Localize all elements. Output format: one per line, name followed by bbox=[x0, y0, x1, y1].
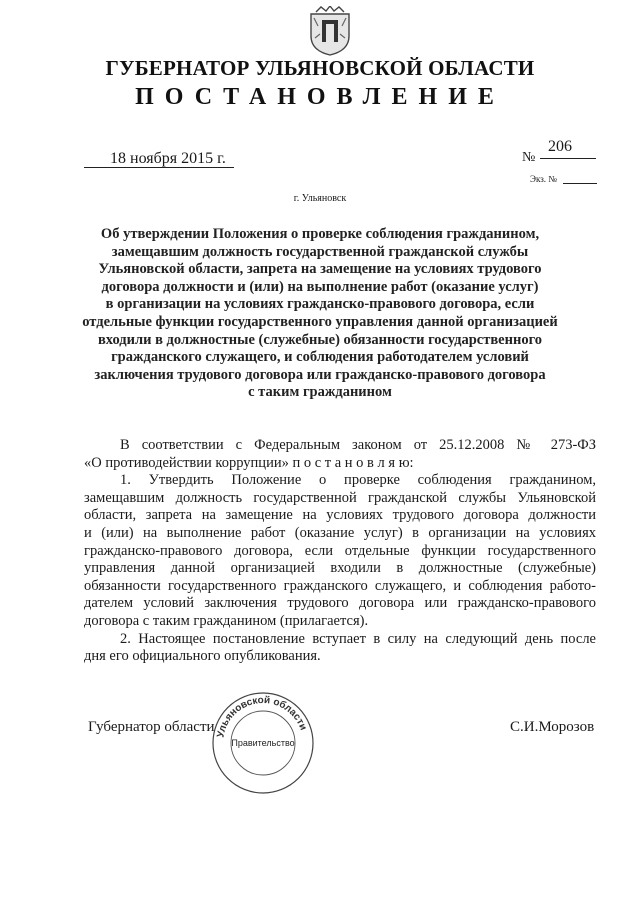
signer-name: С.И.Морозов bbox=[510, 719, 595, 735]
copy-number-label: Экз. № bbox=[530, 174, 557, 184]
item-1-line: обязанности государственного гражданского служащего, и соблюдения работо- bbox=[84, 577, 596, 594]
seal-center-text: Правительство bbox=[231, 738, 295, 748]
subject-line: входили в должностные (служебные) обязанности государственного bbox=[97, 331, 543, 348]
document-city: г. Ульяновск bbox=[293, 193, 347, 204]
copy-number-underline bbox=[563, 183, 597, 184]
item-1-line: гражданско-правового договора, если отдельные функции государственного bbox=[84, 542, 596, 559]
signer-title: Губернатор области bbox=[88, 719, 215, 735]
subject-line: отдельные функции государственного управления данной организацией bbox=[82, 313, 558, 330]
item-1-line: замещавшим должность государственной гражданской службы Ульяновской bbox=[84, 489, 596, 506]
document-number: 206 bbox=[548, 138, 572, 155]
item-2-line: дня его официального опубликования. bbox=[84, 648, 321, 665]
seal-ring-text: Ульяновской области bbox=[215, 694, 309, 739]
item-2-line: 2. Настоящее постановление вступает в силу на следующий день после bbox=[120, 630, 596, 647]
number-underline bbox=[540, 158, 596, 159]
document-date: 18 ноября 2015 г. bbox=[110, 150, 226, 167]
intro-line: «О противодействии коррупции» п о с т а н о в л я ю: bbox=[84, 454, 414, 471]
document-subject bbox=[60, 226, 580, 402]
document-number-label: № bbox=[522, 150, 536, 165]
item-1-line: и (или) на выполнение работ (оказание услуг) в организации на условиях bbox=[84, 524, 596, 541]
document-type: ПОСТАНОВЛЕНИЕ bbox=[135, 84, 505, 110]
subject-line: заключения трудового договора или гражданско-правового договора bbox=[94, 366, 546, 383]
intro-line: В соответствии с Федеральным законом от 25.12.2008 № 273-ФЗ bbox=[120, 437, 596, 453]
coat-of-arms-emblem bbox=[308, 6, 352, 56]
official-seal bbox=[210, 690, 316, 796]
subject-line: Ульяновской области, запрета на замещение на условиях трудового bbox=[98, 261, 542, 278]
date-underline bbox=[84, 167, 234, 168]
subject-line: Об утверждении Положения о проверке соблюдения гражданином, bbox=[100, 226, 540, 242]
item-1-line: договора с таким гражданином (прилагается). bbox=[84, 612, 369, 629]
svg-text:Ульяновской области bbox=[215, 695, 308, 739]
issuing-authority: ГУБЕРНАТОР УЛЬЯНОВСКОЙ ОБЛАСТИ bbox=[105, 56, 535, 80]
subject-line: с таким гражданином bbox=[248, 384, 392, 401]
item-1-line: управления данной организацией входили в должностные (служебные) bbox=[84, 560, 596, 577]
item-1-line: дателем условий заключения трудового договора или гражданско-правового bbox=[84, 595, 596, 612]
subject-line: договора должности и (или) на выполнение работ (оказание услуг) bbox=[101, 278, 539, 295]
item-1-line: 1. Утвердить Положение о проверке соблюдения гражданином, bbox=[120, 472, 596, 489]
document-body bbox=[84, 437, 596, 666]
subject-line: гражданского служащего, и соблюдения работодателем условий bbox=[111, 349, 529, 366]
item-1-line: области, запрета на замещение на условиях трудового договора должности bbox=[84, 507, 596, 524]
subject-line: в организации на условиях гражданско-правового договора, если bbox=[105, 296, 535, 313]
subject-line: замещавшим должность государственной гражданской службы bbox=[111, 243, 529, 260]
